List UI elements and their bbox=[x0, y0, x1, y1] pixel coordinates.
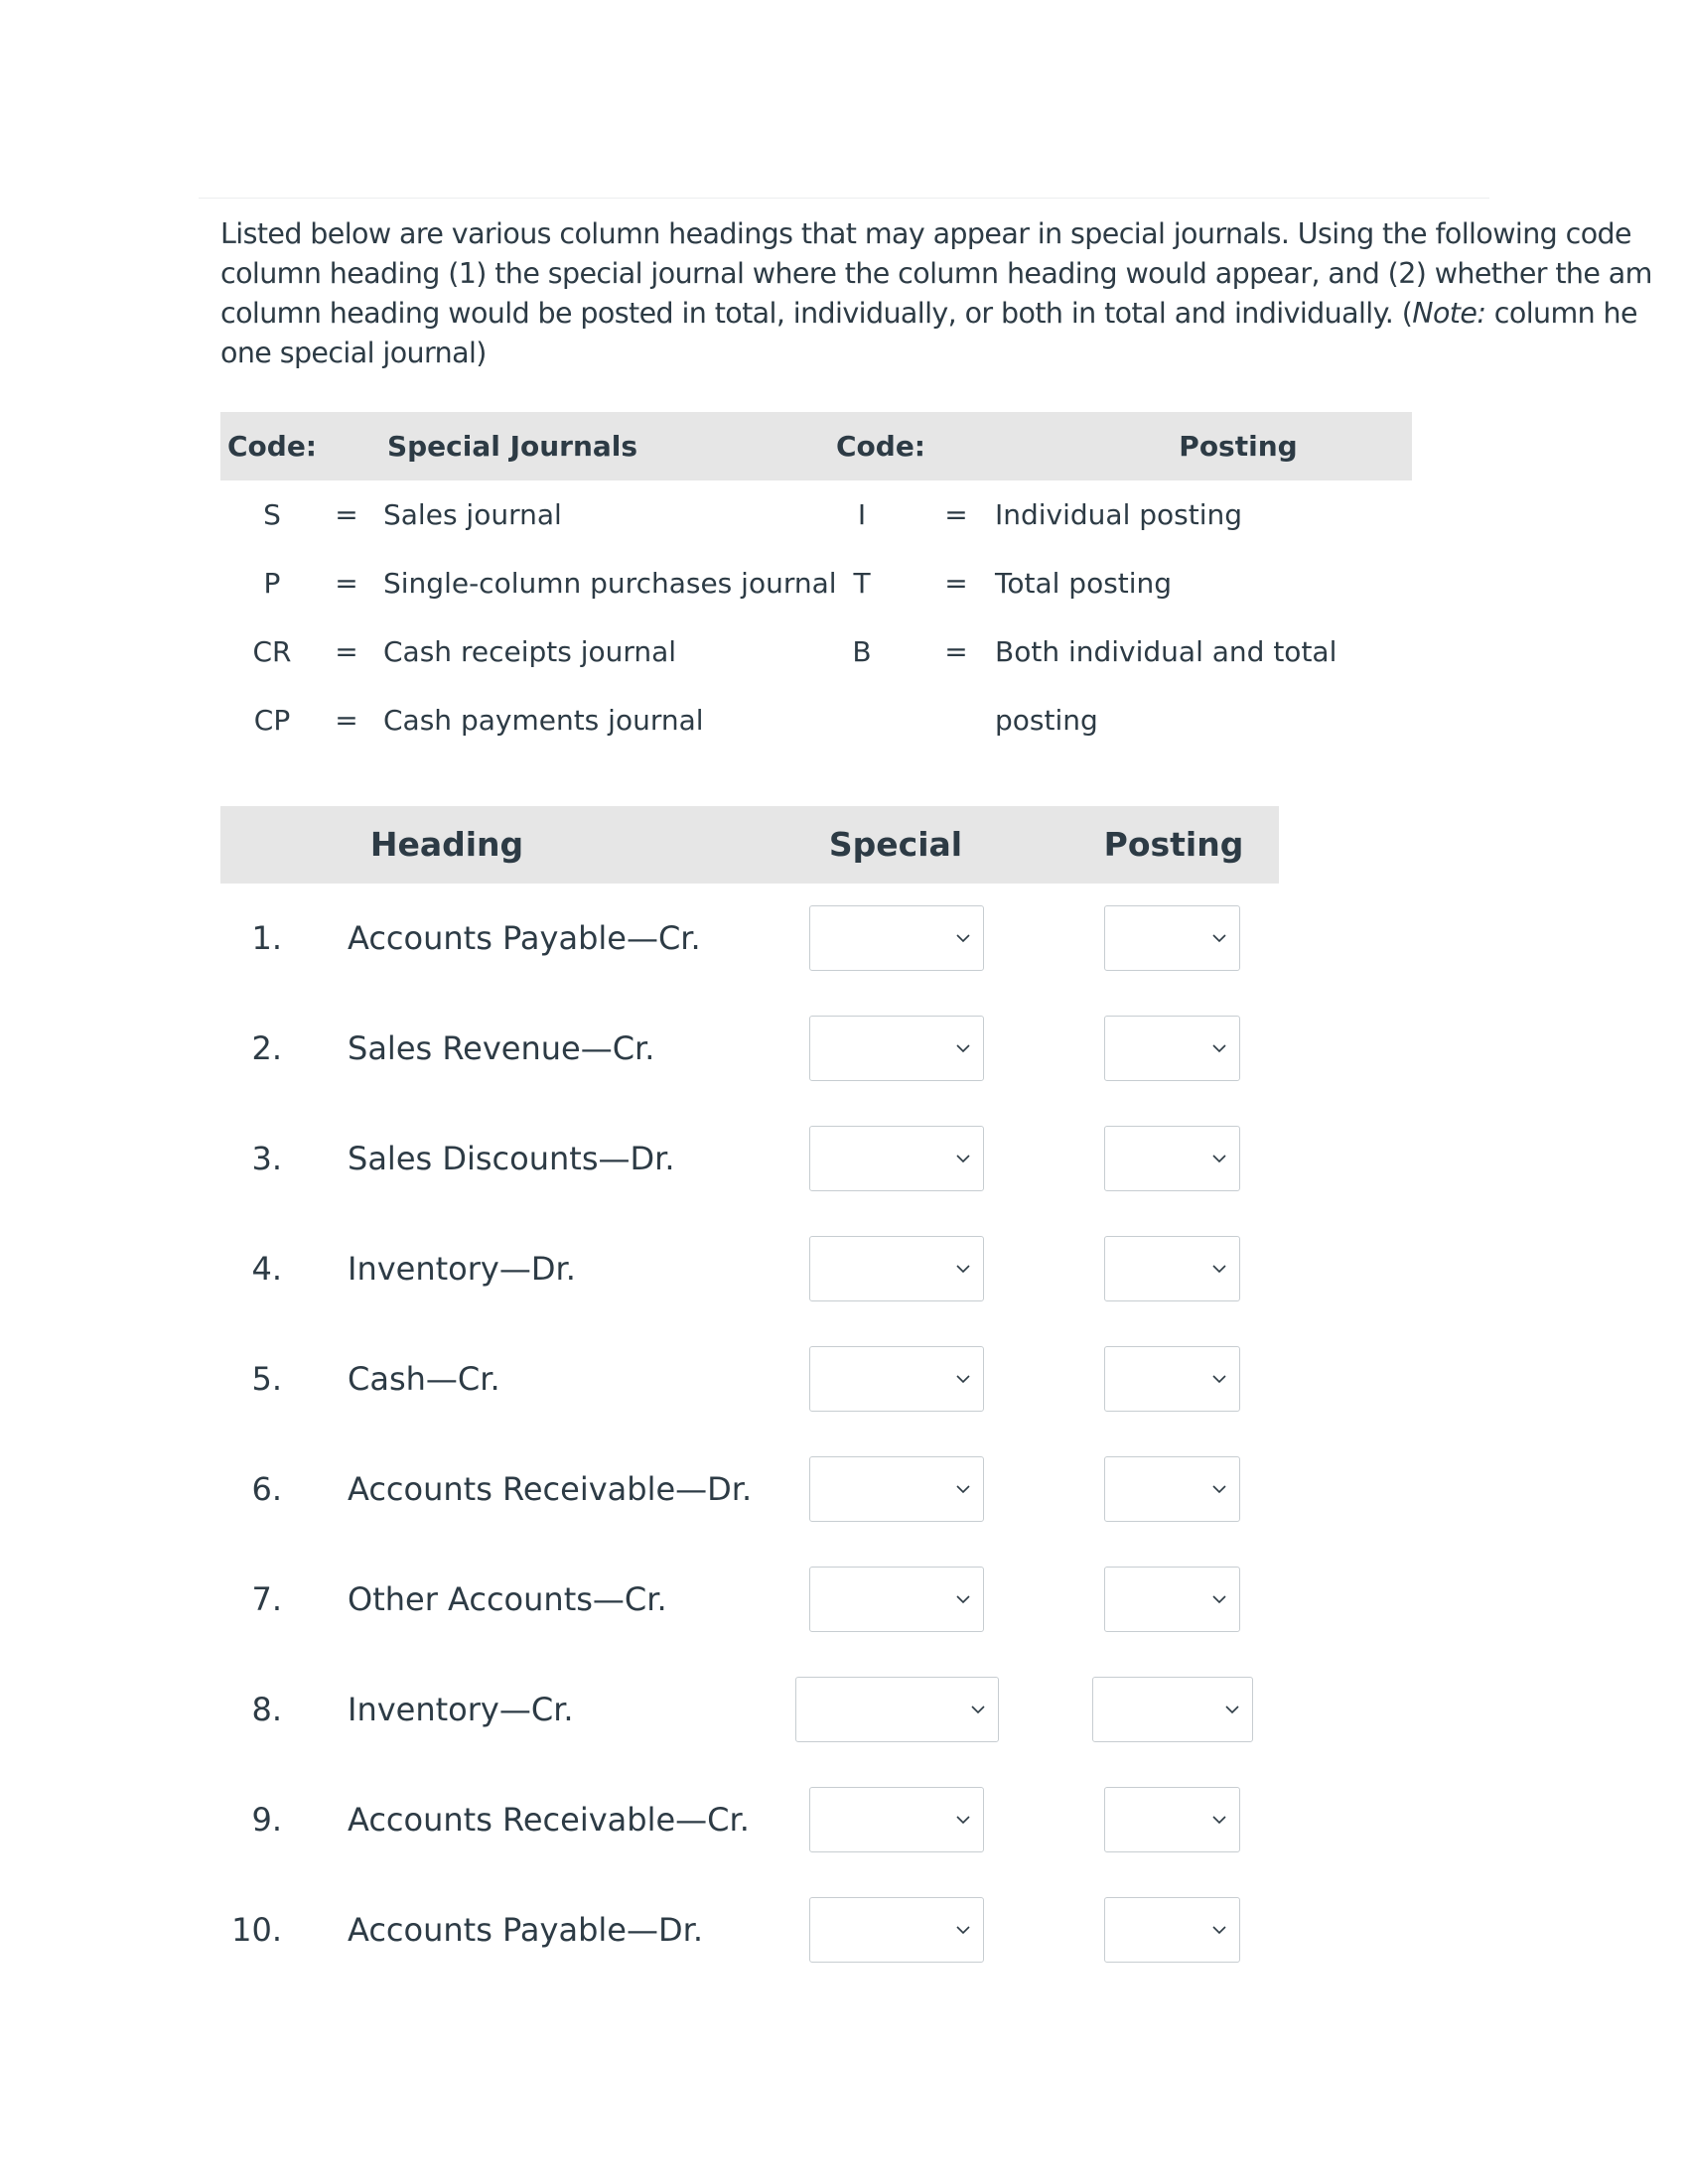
posting-description: Total posting bbox=[995, 567, 1173, 600]
posting-column-header: Posting bbox=[1103, 825, 1244, 864]
posting-select[interactable] bbox=[1104, 1456, 1240, 1522]
chevron-down-icon bbox=[1224, 1702, 1240, 1717]
code-legend-row bbox=[220, 686, 1412, 754]
code-legend-row bbox=[220, 480, 1412, 549]
column-heading-label: Sales Revenue—Cr. bbox=[348, 1029, 655, 1067]
column-heading-label: Cash—Cr. bbox=[348, 1360, 500, 1398]
special-journal-select[interactable] bbox=[795, 1677, 999, 1742]
chevron-down-icon bbox=[955, 1812, 971, 1828]
question-number: 10. bbox=[231, 1911, 282, 1949]
chevron-down-icon bbox=[955, 1922, 971, 1938]
chevron-down-icon bbox=[1211, 1151, 1227, 1166]
special-journal-select[interactable] bbox=[809, 1126, 984, 1191]
code-legend-row bbox=[220, 549, 1412, 617]
special-journal-select[interactable] bbox=[809, 905, 984, 971]
instructions-paragraph bbox=[220, 214, 1652, 373]
chevron-down-icon bbox=[955, 1261, 971, 1277]
journal-description: Sales journal bbox=[383, 498, 562, 531]
column-heading-label: Other Accounts—Cr. bbox=[348, 1580, 667, 1618]
journal-code: CP bbox=[253, 704, 291, 737]
question-row bbox=[220, 1324, 1279, 1434]
question-number: 6. bbox=[251, 1470, 282, 1508]
posting-description: Individual posting bbox=[995, 498, 1243, 531]
column-heading-label: Accounts Receivable—Dr. bbox=[348, 1470, 753, 1508]
question-row bbox=[220, 1765, 1279, 1875]
chevron-down-icon bbox=[955, 1151, 971, 1166]
special-journal-select[interactable] bbox=[809, 1787, 984, 1852]
journal-description: Cash payments journal bbox=[383, 704, 704, 737]
question-row bbox=[220, 1655, 1279, 1765]
question-number: 2. bbox=[251, 1029, 282, 1067]
question-number: 3. bbox=[251, 1140, 282, 1177]
posting-select[interactable] bbox=[1104, 1236, 1240, 1301]
question-row bbox=[220, 1104, 1279, 1214]
question-number: 5. bbox=[251, 1360, 282, 1398]
posting-select[interactable] bbox=[1104, 1016, 1240, 1081]
instructions-line-4: one special journal) bbox=[220, 337, 487, 369]
chevron-down-icon bbox=[1211, 1481, 1227, 1497]
journal-description: Cash receipts journal bbox=[383, 635, 677, 668]
posting-select[interactable] bbox=[1104, 1787, 1240, 1852]
question-row bbox=[220, 1875, 1279, 1985]
special-journal-select[interactable] bbox=[809, 1016, 984, 1081]
posting-code: I bbox=[857, 498, 867, 531]
special-journal-select[interactable] bbox=[809, 1456, 984, 1522]
posting-select[interactable] bbox=[1104, 1897, 1240, 1963]
note-label: Note: bbox=[1412, 297, 1486, 330]
posting-code: T bbox=[853, 567, 871, 600]
chevron-down-icon bbox=[955, 930, 971, 946]
equals-sign: = bbox=[944, 635, 968, 668]
equals-sign: = bbox=[335, 498, 358, 531]
instructions-line-3-start: column heading would be posted in total, individually, or both in total and individually. ( bbox=[220, 297, 1413, 330]
column-heading-label: Accounts Payable—Cr. bbox=[348, 919, 701, 957]
equals-sign: = bbox=[335, 635, 358, 668]
question-number: 9. bbox=[251, 1801, 282, 1839]
journal-code: S bbox=[263, 498, 281, 531]
posting-header: Posting bbox=[1179, 430, 1298, 463]
equals-sign: = bbox=[944, 498, 968, 531]
journal-description: Single-column purchases journal bbox=[383, 567, 837, 600]
special-journal-select[interactable] bbox=[809, 1897, 984, 1963]
instructions-line-2: column heading (1) the special journal where the column heading would appear, and (2) whether the am bbox=[220, 257, 1652, 290]
chevron-down-icon bbox=[955, 1591, 971, 1607]
question-row bbox=[220, 884, 1279, 994]
special-journal-select[interactable] bbox=[809, 1346, 984, 1412]
chevron-down-icon bbox=[955, 1040, 971, 1056]
instructions-line-3 bbox=[220, 294, 1637, 334]
question-row bbox=[220, 1434, 1279, 1545]
column-heading-label: Inventory—Dr. bbox=[348, 1250, 576, 1288]
posting-select[interactable] bbox=[1104, 1346, 1240, 1412]
question-number: 1. bbox=[251, 919, 282, 957]
journal-code: P bbox=[263, 567, 281, 600]
posting-select[interactable] bbox=[1104, 1567, 1240, 1632]
journal-code: CR bbox=[252, 635, 292, 668]
question-table-header bbox=[220, 806, 1279, 884]
posting-code-header-label: Code: bbox=[835, 430, 925, 463]
special-journals-header: Special Journals bbox=[386, 430, 638, 463]
chevron-down-icon bbox=[1211, 930, 1227, 946]
instructions-line-3-end: column he bbox=[1485, 297, 1637, 330]
question-number: 8. bbox=[251, 1691, 282, 1728]
code-legend-table bbox=[220, 412, 1412, 754]
posting-select[interactable] bbox=[1092, 1677, 1253, 1742]
posting-select[interactable] bbox=[1104, 1126, 1240, 1191]
question-number: 4. bbox=[251, 1250, 282, 1288]
top-divider bbox=[199, 198, 1489, 199]
chevron-down-icon bbox=[1211, 1371, 1227, 1387]
equals-sign: = bbox=[944, 567, 968, 600]
posting-code: B bbox=[852, 635, 872, 668]
chevron-down-icon bbox=[1211, 1922, 1227, 1938]
chevron-down-icon bbox=[955, 1371, 971, 1387]
posting-description: Both individual and total posting bbox=[995, 635, 1337, 737]
question-row bbox=[220, 994, 1279, 1104]
special-journal-select[interactable] bbox=[809, 1236, 984, 1301]
column-heading-label: Inventory—Cr. bbox=[348, 1691, 574, 1728]
question-row bbox=[220, 1545, 1279, 1655]
heading-column-header: Heading bbox=[369, 825, 524, 864]
column-heading-label: Accounts Payable—Dr. bbox=[348, 1911, 703, 1949]
equals-sign: = bbox=[335, 704, 358, 737]
chevron-down-icon bbox=[970, 1702, 986, 1717]
question-number: 7. bbox=[251, 1580, 282, 1618]
question-table bbox=[220, 806, 1279, 1985]
code-header-label: Code: bbox=[226, 430, 317, 463]
instructions-line-1: Listed below are various column headings that may appear in special journals. Using the following code bbox=[220, 217, 1631, 250]
chevron-down-icon bbox=[1211, 1040, 1227, 1056]
equals-sign: = bbox=[335, 567, 358, 600]
special-journal-column-header: Special bbox=[828, 825, 963, 864]
column-heading-label: Accounts Receivable—Cr. bbox=[348, 1801, 750, 1839]
code-legend-header bbox=[220, 412, 1412, 480]
chevron-down-icon bbox=[955, 1481, 971, 1497]
chevron-down-icon bbox=[1211, 1591, 1227, 1607]
special-journal-select[interactable] bbox=[809, 1567, 984, 1632]
chevron-down-icon bbox=[1211, 1812, 1227, 1828]
chevron-down-icon bbox=[1211, 1261, 1227, 1277]
question-row bbox=[220, 1214, 1279, 1324]
column-heading-label: Sales Discounts—Dr. bbox=[348, 1140, 675, 1177]
posting-select[interactable] bbox=[1104, 905, 1240, 971]
